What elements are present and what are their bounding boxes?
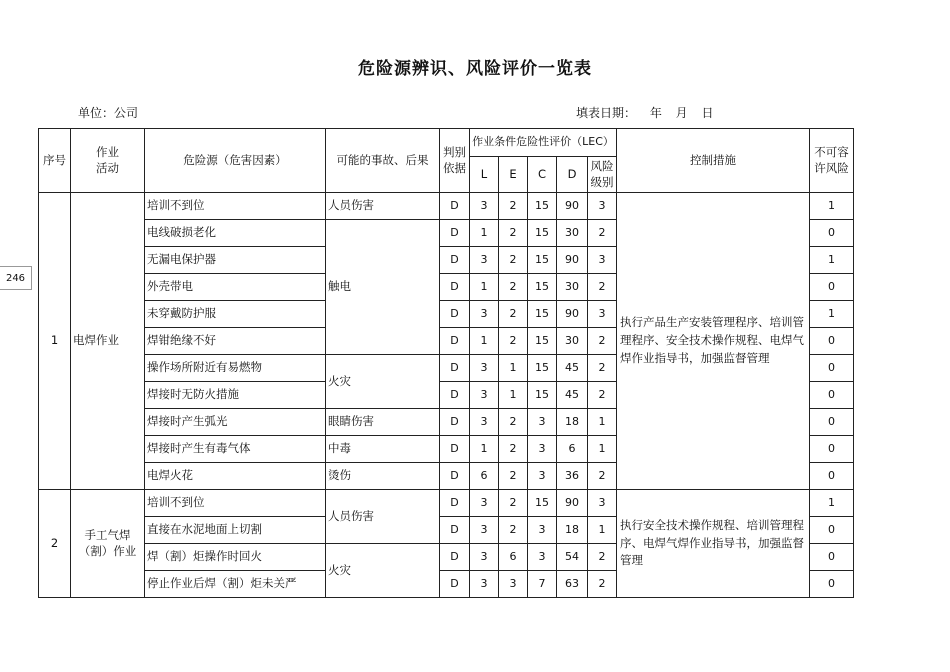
- cell-c: 3: [528, 463, 557, 490]
- cell-e: 2: [499, 490, 528, 517]
- cell-c: 15: [528, 301, 557, 328]
- hazard-assessment-table: [38, 128, 854, 598]
- cell-d: 6: [557, 436, 588, 463]
- cell-consequence: 人员伤害: [326, 193, 440, 220]
- cell-intolerable: 0: [810, 220, 854, 247]
- header-D: D: [557, 157, 588, 193]
- cell-control-measures: 执行安全技术操作规程、培训管理程序、电焊气焊作业指导书，加强监督管理: [617, 490, 810, 598]
- unit-label: 单位：公司: [78, 106, 139, 120]
- cell-level: 2: [588, 220, 617, 247]
- cell-e: 1: [499, 355, 528, 382]
- cell-hazard: 无漏电保护器: [145, 247, 326, 274]
- cell-l: 1: [470, 328, 499, 355]
- cell-seq: 1: [39, 193, 71, 490]
- cell-intolerable: 0: [810, 517, 854, 544]
- cell-intolerable: 0: [810, 328, 854, 355]
- cell-hazard: 操作场所附近有易燃物: [145, 355, 326, 382]
- cell-basis: D: [440, 355, 470, 382]
- cell-intolerable: 0: [810, 544, 854, 571]
- cell-e: 2: [499, 220, 528, 247]
- cell-l: 1: [470, 220, 499, 247]
- cell-level: 2: [588, 571, 617, 598]
- cell-consequence: 眼睛伤害: [326, 409, 440, 436]
- cell-l: 1: [470, 274, 499, 301]
- cell-hazard: 未穿戴防护服: [145, 301, 326, 328]
- cell-d: 90: [557, 301, 588, 328]
- cell-level: 3: [588, 193, 617, 220]
- cell-d: 18: [557, 409, 588, 436]
- cell-intolerable: 1: [810, 490, 854, 517]
- cell-basis: D: [440, 193, 470, 220]
- cell-intolerable: 0: [810, 274, 854, 301]
- cell-l: 3: [470, 517, 499, 544]
- cell-level: 2: [588, 274, 617, 301]
- cell-c: 15: [528, 382, 557, 409]
- cell-basis: D: [440, 463, 470, 490]
- cell-c: 3: [528, 436, 557, 463]
- cell-l: 3: [470, 490, 499, 517]
- cell-intolerable: 0: [810, 436, 854, 463]
- cell-c: 15: [528, 490, 557, 517]
- cell-d: 90: [557, 193, 588, 220]
- cell-e: 1: [499, 382, 528, 409]
- cell-consequence: 火灾: [326, 355, 440, 409]
- cell-l: 3: [470, 409, 499, 436]
- cell-e: 2: [499, 328, 528, 355]
- header-basis: 判别 依据: [440, 129, 470, 193]
- cell-hazard: 培训不到位: [145, 490, 326, 517]
- table-row: [39, 193, 854, 220]
- cell-consequence: 人员伤害: [326, 490, 440, 544]
- cell-e: 2: [499, 247, 528, 274]
- cell-c: 3: [528, 544, 557, 571]
- header-control: 控制措施: [617, 129, 810, 193]
- header-C: C: [528, 157, 557, 193]
- cell-level: 1: [588, 436, 617, 463]
- cell-e: 2: [499, 274, 528, 301]
- cell-activity: 手工气焊（割）作业: [71, 490, 145, 598]
- cell-l: 3: [470, 355, 499, 382]
- header-L: L: [470, 157, 499, 193]
- cell-intolerable: 1: [810, 301, 854, 328]
- cell-consequence: 火灾: [326, 544, 440, 598]
- cell-control-measures: 执行产品生产安装管理程序、培训管理程序、安全技术操作规程、电焊气焊作业指导书，加强监督管理: [617, 193, 810, 490]
- cell-hazard: 焊（割）炬操作时回火: [145, 544, 326, 571]
- cell-hazard: 焊接时无防火措施: [145, 382, 326, 409]
- cell-activity: 电焊作业: [71, 193, 145, 490]
- cell-basis: D: [440, 220, 470, 247]
- cell-intolerable: 1: [810, 247, 854, 274]
- cell-e: 2: [499, 517, 528, 544]
- cell-e: 2: [499, 193, 528, 220]
- header-intolerable: 不可容 许风险: [810, 129, 854, 193]
- cell-c: 3: [528, 517, 557, 544]
- cell-hazard: 停止作业后焊（割）炬未关严: [145, 571, 326, 598]
- cell-l: 3: [470, 382, 499, 409]
- cell-level: 2: [588, 328, 617, 355]
- cell-hazard: 焊接时产生弧光: [145, 409, 326, 436]
- fill-date-label: 填表日期： 年 月 日: [576, 106, 714, 120]
- cell-basis: D: [440, 517, 470, 544]
- cell-c: 15: [528, 220, 557, 247]
- cell-d: 18: [557, 517, 588, 544]
- cell-basis: D: [440, 571, 470, 598]
- cell-d: 30: [557, 220, 588, 247]
- cell-basis: D: [440, 436, 470, 463]
- cell-basis: D: [440, 544, 470, 571]
- cell-hazard: 电焊火花: [145, 463, 326, 490]
- cell-e: 2: [499, 301, 528, 328]
- cell-d: 30: [557, 328, 588, 355]
- cell-consequence: 烫伤: [326, 463, 440, 490]
- cell-consequence: 触电: [326, 220, 440, 355]
- cell-c: 15: [528, 328, 557, 355]
- cell-e: 2: [499, 463, 528, 490]
- cell-d: 45: [557, 355, 588, 382]
- cell-l: 6: [470, 463, 499, 490]
- cell-l: 3: [470, 247, 499, 274]
- cell-c: 7: [528, 571, 557, 598]
- cell-e: 2: [499, 409, 528, 436]
- cell-level: 2: [588, 382, 617, 409]
- cell-c: 15: [528, 193, 557, 220]
- cell-l: 3: [470, 193, 499, 220]
- cell-d: 90: [557, 490, 588, 517]
- header-hazard: 危险源（危害因素）: [145, 129, 326, 193]
- table-row: [39, 490, 854, 517]
- cell-l: 1: [470, 436, 499, 463]
- cell-basis: D: [440, 409, 470, 436]
- cell-level: 2: [588, 463, 617, 490]
- cell-hazard: 培训不到位: [145, 193, 326, 220]
- cell-l: 3: [470, 301, 499, 328]
- cell-e: 2: [499, 436, 528, 463]
- cell-c: 3: [528, 409, 557, 436]
- cell-level: 3: [588, 301, 617, 328]
- cell-hazard: 焊接时产生有毒气体: [145, 436, 326, 463]
- cell-d: 63: [557, 571, 588, 598]
- header-activity: 作业 活动: [71, 129, 145, 193]
- cell-hazard: 焊钳绝缘不好: [145, 328, 326, 355]
- cell-intolerable: 0: [810, 571, 854, 598]
- cell-intolerable: 0: [810, 463, 854, 490]
- cell-d: 36: [557, 463, 588, 490]
- cell-level: 1: [588, 517, 617, 544]
- cell-basis: D: [440, 328, 470, 355]
- cell-level: 3: [588, 247, 617, 274]
- header-E: E: [499, 157, 528, 193]
- cell-intolerable: 0: [810, 355, 854, 382]
- cell-intolerable: 0: [810, 382, 854, 409]
- cell-basis: D: [440, 490, 470, 517]
- cell-level: 1: [588, 409, 617, 436]
- cell-l: 3: [470, 544, 499, 571]
- header-seq: 序号: [39, 129, 71, 193]
- cell-d: 30: [557, 274, 588, 301]
- cell-hazard: 外壳带电: [145, 274, 326, 301]
- page-title: 危险源辨识、风险评价一览表: [358, 59, 592, 79]
- cell-c: 15: [528, 247, 557, 274]
- cell-d: 90: [557, 247, 588, 274]
- cell-l: 3: [470, 571, 499, 598]
- cell-e: 6: [499, 544, 528, 571]
- cell-basis: D: [440, 247, 470, 274]
- cell-hazard: 直接在水泥地面上切割: [145, 517, 326, 544]
- cell-intolerable: 1: [810, 193, 854, 220]
- cell-level: 3: [588, 490, 617, 517]
- cell-basis: D: [440, 274, 470, 301]
- cell-basis: D: [440, 301, 470, 328]
- cell-d: 54: [557, 544, 588, 571]
- cell-d: 45: [557, 382, 588, 409]
- cell-level: 2: [588, 355, 617, 382]
- cell-level: 2: [588, 544, 617, 571]
- cell-e: 3: [499, 571, 528, 598]
- header-consequence: 可能的事故、后果: [326, 129, 440, 193]
- cell-seq: 2: [39, 490, 71, 598]
- header-risk-level: 风险 级别: [588, 157, 617, 193]
- cell-intolerable: 0: [810, 409, 854, 436]
- cell-c: 15: [528, 274, 557, 301]
- header-lec: 作业条件危险性评价（LEC）: [470, 129, 617, 157]
- cell-consequence: 中毒: [326, 436, 440, 463]
- page-number: 246: [0, 266, 32, 290]
- cell-hazard: 电线破损老化: [145, 220, 326, 247]
- cell-c: 15: [528, 355, 557, 382]
- cell-basis: D: [440, 382, 470, 409]
